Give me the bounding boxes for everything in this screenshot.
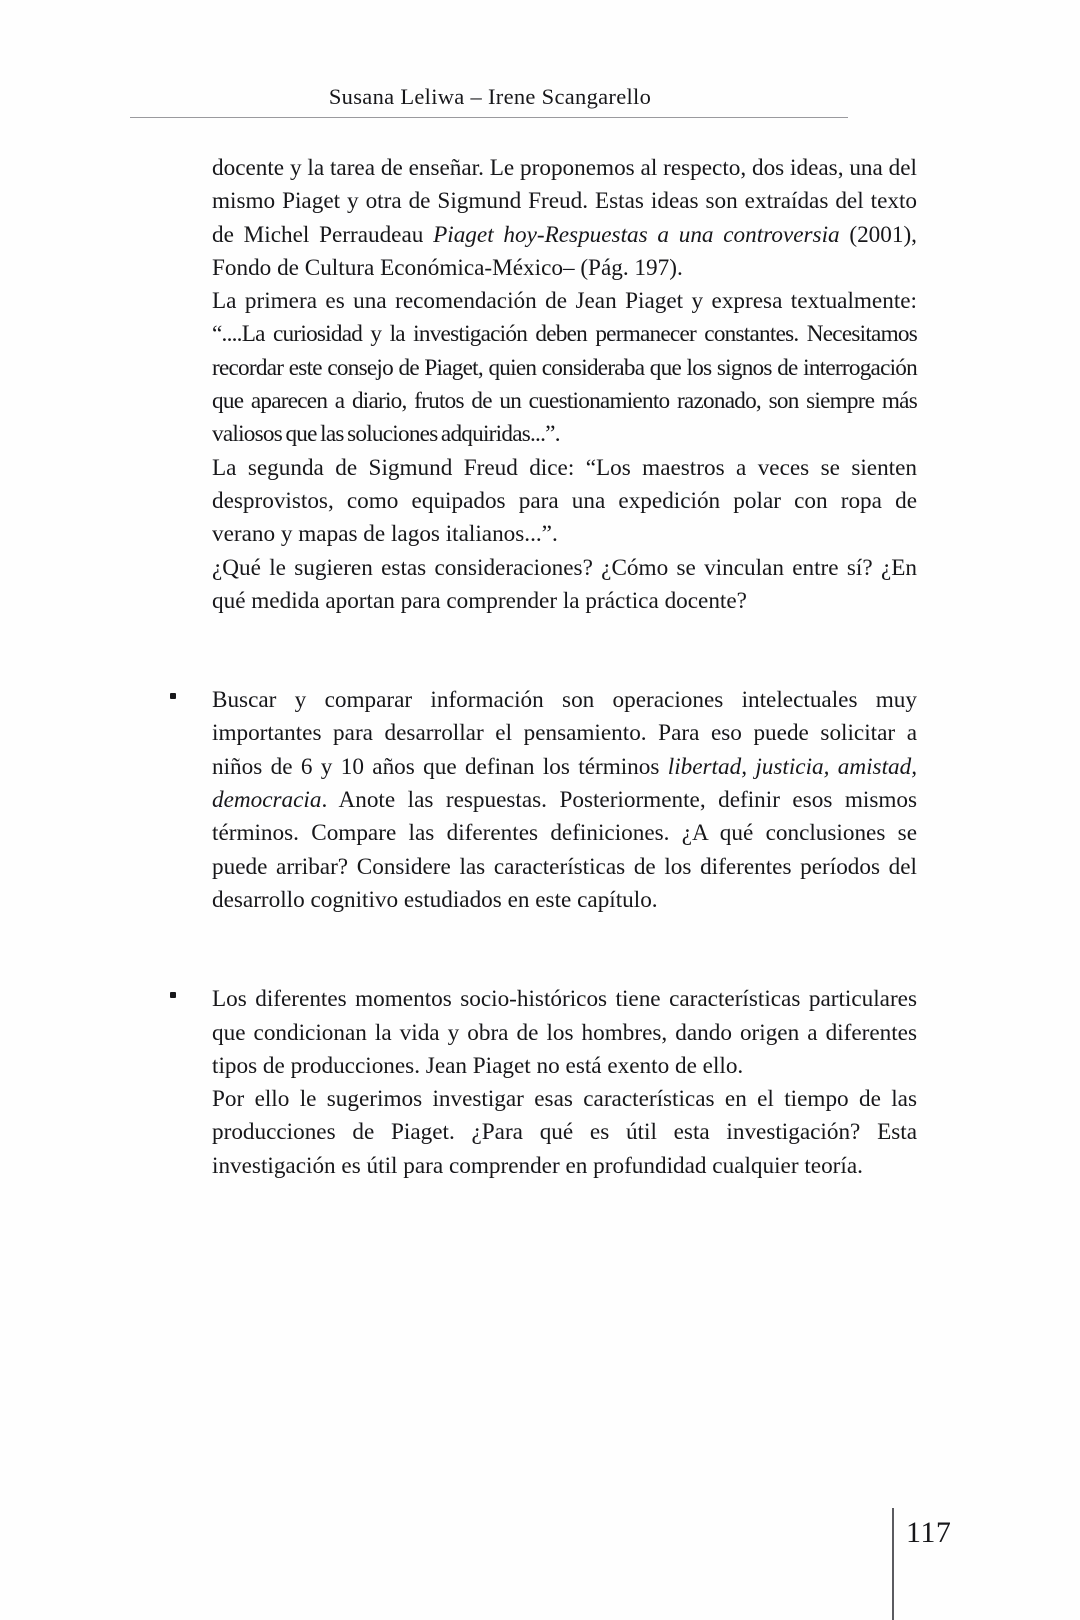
piaget-quote: “....La curiosidad y la investigación deben permanecer constantes. Necesitamos recordar este consejo de Piaget, quien consideraba que los signos de interrogación que aparecen a diario, frutos de un cuestionamiento razonado, son siempre más valiosos que las soluciones adquiridas...”.: [212, 321, 917, 448]
list-item: [212, 983, 917, 1183]
list-item-2-text-a: Los diferentes momentos socio-históricos tiene características particulares que condicionan la vida y obra de los hombres, dando origen a diferentes tipos de producciones. Jean Piaget no está exento de ello.: [212, 986, 917, 1079]
list-item: [212, 684, 917, 917]
list-item-1-seg-1: Buscar y comparar información son operaciones intelectuales muy importantes para desarrollar el pensamiento. Para eso puede solicitar a niños de 6 y 10 años que definan los términos: [212, 687, 917, 780]
terms-italic: libertad, justicia, amistad, democracia: [212, 753, 917, 814]
header-rule: [130, 117, 848, 118]
paragraph-3-lead: La segunda de Sigmund Freud dice:: [212, 454, 586, 481]
paragraph-1: [212, 152, 917, 285]
square-bullet-icon: [170, 992, 176, 998]
paragraph-2-lead: La primera es una recomendación de Jean Piaget y expresa textualmente:: [212, 288, 917, 315]
paragraph-3: [212, 452, 917, 552]
square-bullet-icon: [170, 693, 176, 699]
freud-quote: “Los maestros a veces se sienten desprovistos, como equipados para una expedición polar con ropa de verano y mapas de lagos italianos...”.: [212, 454, 918, 548]
list-item-1-text: [212, 684, 917, 917]
paragraph-2: [212, 285, 917, 451]
list-item-1-seg-3: . Anote las respuestas. Posteriormente, definir esos mismos términos. Compare las diferentes definiciones. ¿A qué conclusiones se puede arribar? Considere las características de los diferentes períodos del desarrollo cognitivo estudiados en este capítulo.: [212, 787, 917, 913]
folio-rule: [892, 1508, 894, 1620]
body-text-block: [212, 152, 917, 1183]
list-gap: [212, 917, 917, 983]
running-head: Susana Leliwa – Irene Scangarello: [328, 84, 652, 109]
list-item-2-text-b: Por ello le sugerimos investigar esas características en el tiempo de las producciones de Piaget. ¿Para qué es útil esta investigación? Esta investigación es útil para comprender en profundidad cualquier teoría.: [212, 1086, 917, 1179]
book-title-italic: Piaget hoy-Respuestas a una controversia: [433, 221, 840, 248]
paragraph-4: ¿Qué le sugieren estas consideraciones? ¿Cómo se vinculan entre sí? ¿En qué medida aportan para comprender la práctica docente?: [212, 554, 917, 614]
paragraph-1-seg-3: (2001), Fondo de Cultura Económica-México– (Pág. 197).: [212, 221, 917, 281]
section-gap: [212, 618, 917, 684]
page-number: 117: [906, 1516, 952, 1549]
paragraph-1-seg-1: docente y la tarea de enseñar. Le proponemos al respecto, dos ideas, una del mismo Piaget y otra de Sigmund Freud. Estas ideas son extraídas del texto de Michel Perraudeau: [212, 155, 917, 248]
